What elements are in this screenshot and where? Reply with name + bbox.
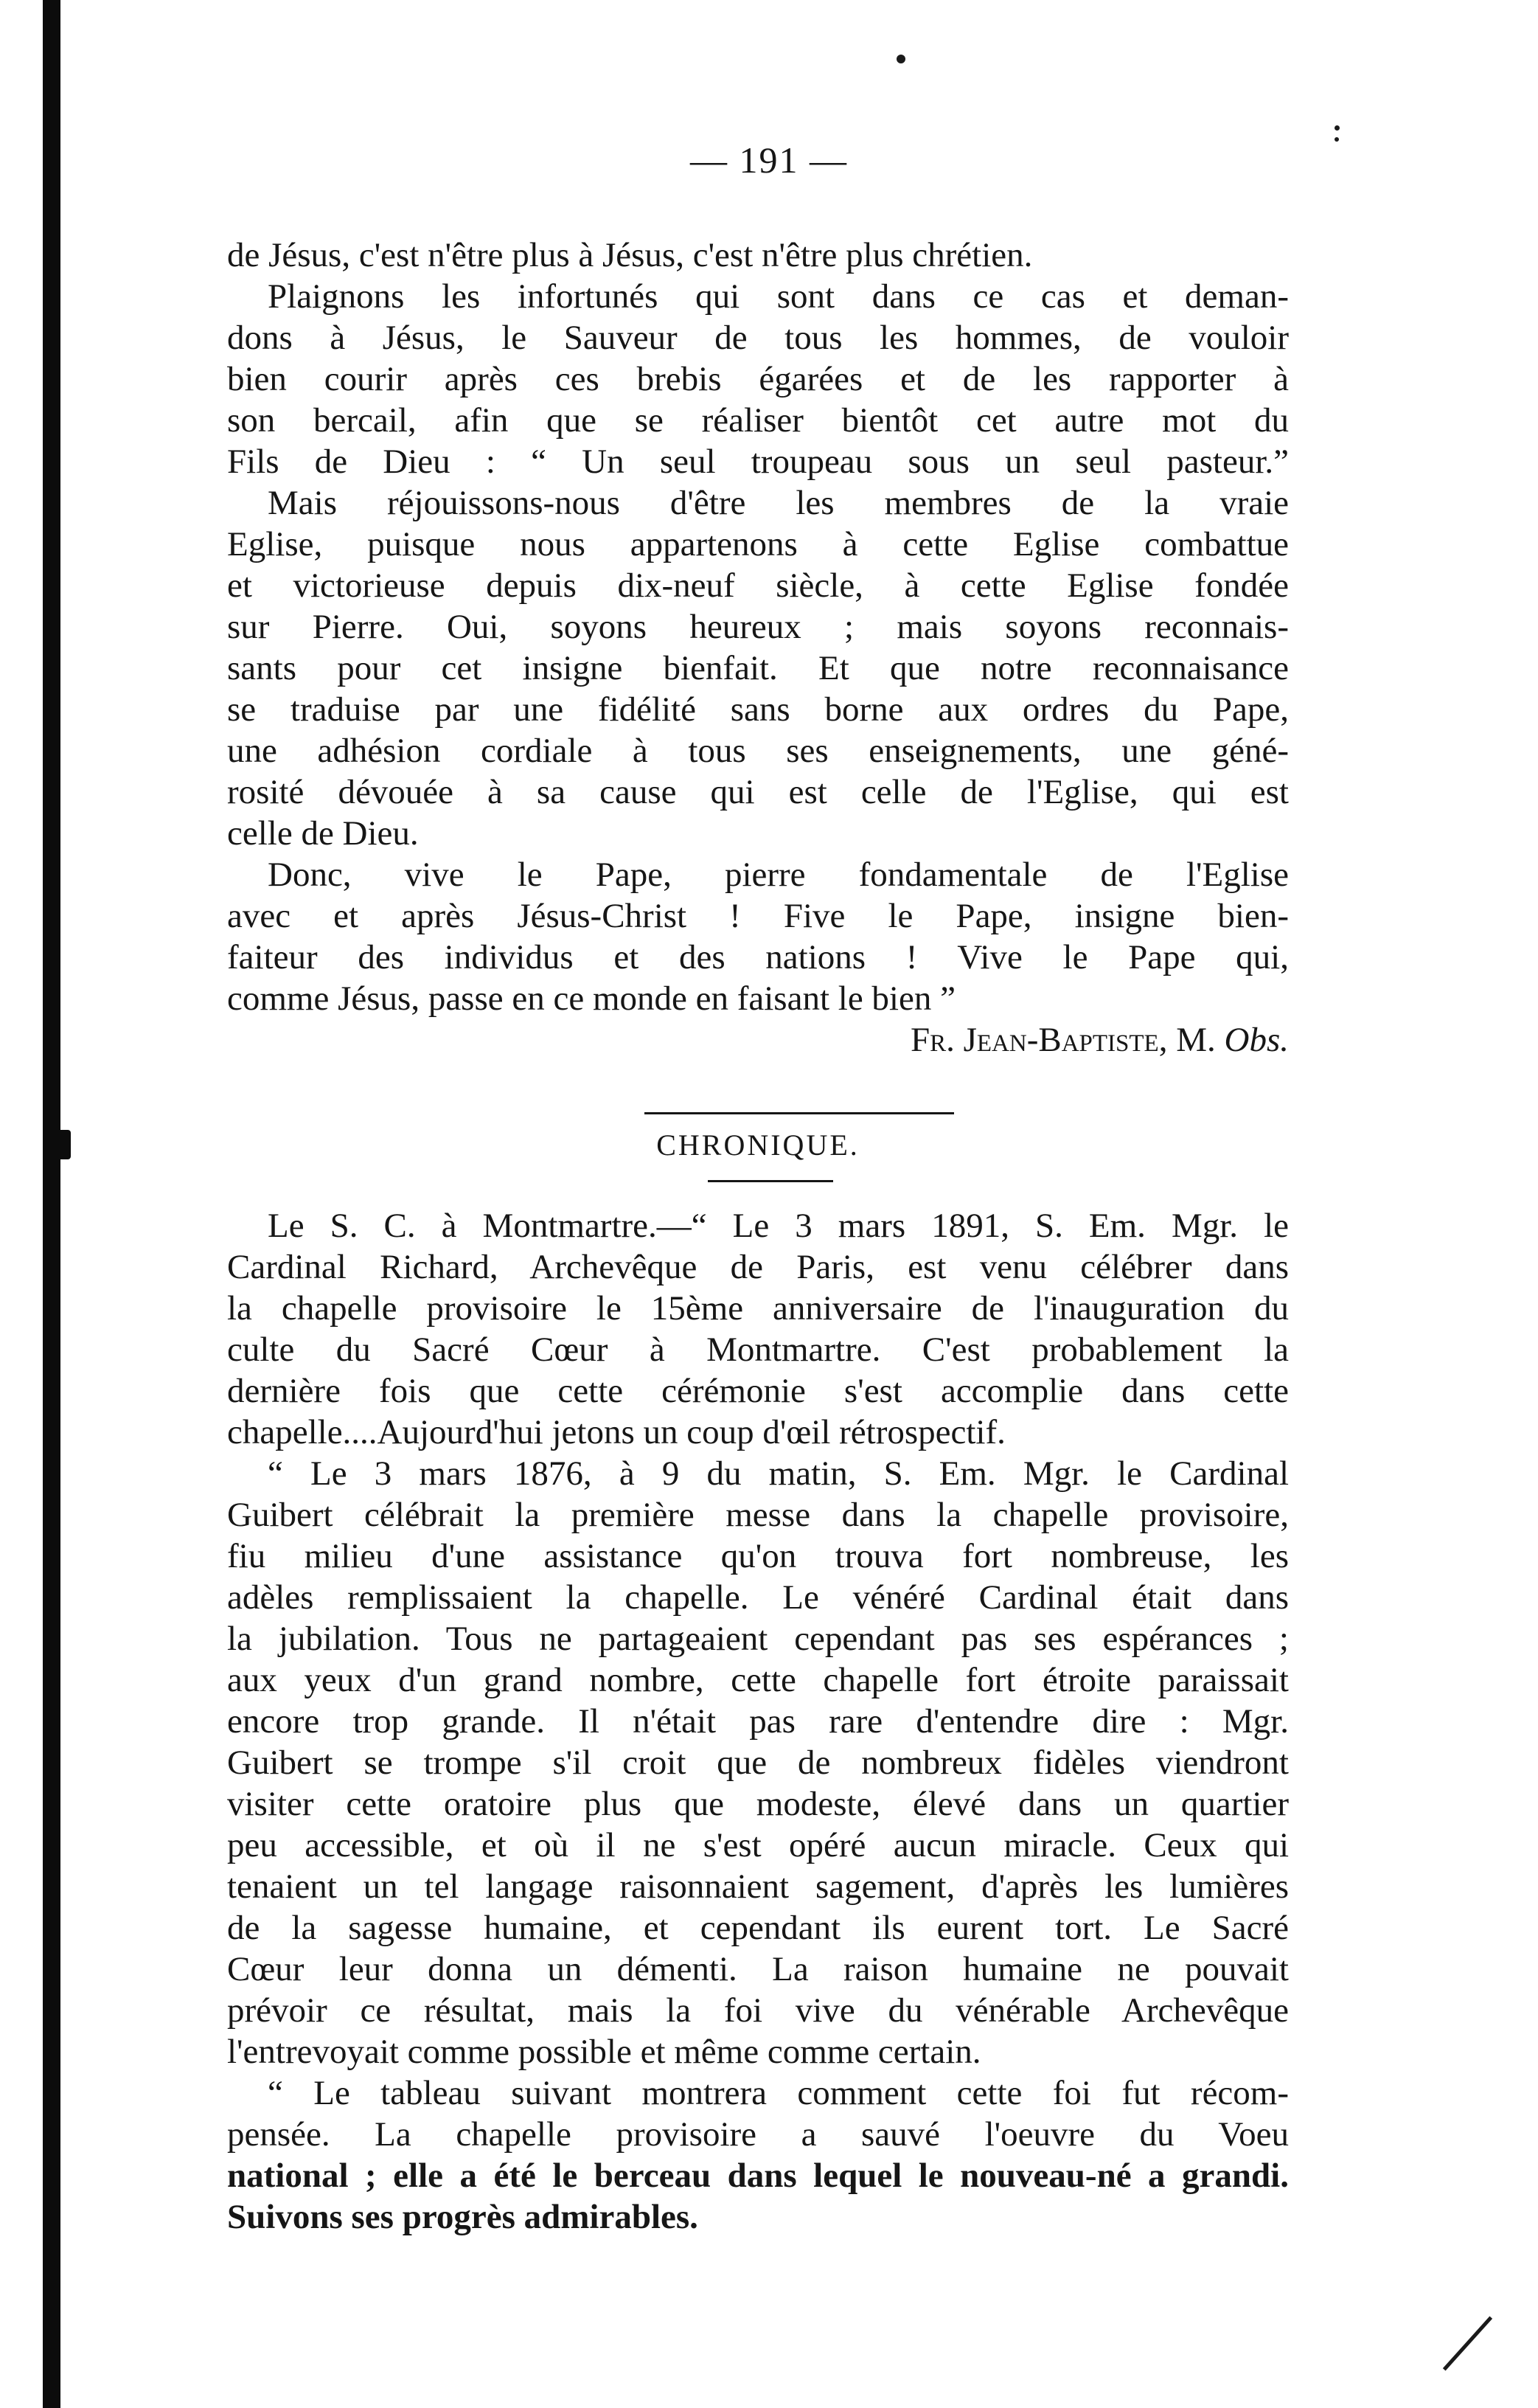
text-line: faiteur des individus et des nations ! Vive le Pape qui,: [227, 938, 1289, 976]
text-line: chapelle....Aujourd'hui jetons un coup d'œil rétrospectif.: [227, 1413, 1006, 1451]
text-line: celle de Dieu.: [227, 814, 419, 853]
text-line: rosité dévouée à sa cause qui est celle de l'Eglise, qui est: [227, 773, 1289, 811]
text-line: Fils de Dieu : “ Un seul troupeau sous un seul pasteur.”: [227, 443, 1289, 481]
paragraph: [227, 1205, 1289, 1453]
text-line: dernière fois que cette cérémonie s'est accomplie dans cette: [227, 1372, 1289, 1410]
signature-suffix: Obs.: [1224, 1021, 1289, 1059]
text-line: encore trop grande. Il n'était pas rare d'entendre dire : Mgr.: [227, 1702, 1289, 1741]
text-line: son bercail, afin que se réaliser bientôt cet autre mot du: [227, 401, 1289, 440]
text-line: visiter cette oratoire plus que modeste, élevé dans un quartier: [227, 1785, 1289, 1823]
signature-name: Fr. Jean-Baptiste, M.: [910, 1021, 1216, 1059]
chronique-text: [227, 1205, 1289, 2238]
author-signature: [227, 1019, 1289, 1061]
text-line: aux yeux d'un grand nombre, cette chapelle fort étroite paraissait: [227, 1661, 1289, 1699]
text-line: l'entrevoyait comme possible et même comme certain.: [227, 2033, 981, 2071]
text-line: Cœur leur donna un démenti. La raison humaine ne pouvait: [227, 1950, 1289, 1988]
section-heading-block: [227, 1125, 1289, 1166]
text-line: Guibert se trompe s'il croit que de nombreux fidèles viendront: [227, 1743, 1289, 1782]
article-text: [227, 235, 1289, 1061]
ink-speck: [1335, 125, 1340, 131]
text-line: de Jésus, c'est n'être plus à Jésus, c'est n'être plus chrétien.: [227, 236, 1033, 274]
text-line: national ; elle a été le berceau dans lequel le nouveau-né a grandi.: [227, 2157, 1289, 2195]
text-line: Donc, vive le Pape, pierre fondamentale de l'Eglise: [268, 856, 1289, 894]
text-line: Cardinal Richard, Archevêque de Paris, est venu célébrer dans: [227, 1248, 1289, 1286]
text-line: Le S. C. à Montmartre.—“ Le 3 mars 1891, S. Em. Mgr. le: [268, 1207, 1289, 1245]
section-title: CHRONIQUE.: [656, 1128, 860, 1162]
text-line: tenaient un tel langage raisonnaient sagement, d'après les lumières: [227, 1867, 1289, 1906]
pencil-mark: [1443, 2317, 1492, 2371]
text-line: de la sagesse humaine, et cependant ils eurent tort. Le Sacré: [227, 1909, 1289, 1947]
paragraph: [227, 854, 1289, 1019]
text-line: une adhésion cordiale à tous ses enseignements, une géné-: [227, 732, 1289, 770]
paragraph: [227, 1453, 1289, 2072]
text-line: prévoir ce résultat, mais la foi vive du vénérable Archevêque: [227, 1991, 1289, 2030]
text-line: la jubilation. Tous ne partageaient cependant pas ses espérances ;: [227, 1620, 1289, 1658]
text-line: Plaignons les infortunés qui sont dans ce cas et deman-: [268, 277, 1289, 316]
heading-underline: [708, 1180, 833, 1182]
text-line: Guibert célébrait la première messe dans la chapelle provisoire,: [227, 1496, 1289, 1534]
text-line: culte du Sacré Cœur à Montmartre. C'est probablement la: [227, 1330, 1289, 1369]
paragraph: [227, 235, 1289, 276]
text-line: et victorieuse depuis dix-neuf siècle, à cette Eglise fondée: [227, 566, 1289, 605]
section-divider: [644, 1112, 954, 1114]
text-line: dons à Jésus, le Sauveur de tous les hommes, de vouloir: [227, 319, 1289, 357]
text-line: peu accessible, et où il ne s'est opéré aucun miracle. Ceux qui: [227, 1826, 1289, 1864]
text-line: Suivons ses progrès admirables.: [227, 2198, 698, 2236]
binding-edge-notch: [59, 1130, 71, 1159]
text-line: “ Le tableau suivant montrera comment cette foi fut récom-: [268, 2074, 1289, 2112]
paragraph: [227, 276, 1289, 482]
text-line: bien courir après ces brebis égarées et de les rapporter à: [227, 360, 1289, 398]
ink-speck: [897, 55, 905, 63]
page-number: — 191 —: [690, 139, 848, 181]
text-line: Eglise, puisque nous appartenons à cette Eglise combattue: [227, 525, 1289, 563]
page-binding-edge: [43, 0, 60, 2408]
paragraph: [227, 482, 1289, 854]
text-line: sur Pierre. Oui, soyons heureux ; mais soyons reconnais-: [227, 608, 1289, 646]
text-line: avec et après Jésus-Christ ! Five le Pape, insigne bien-: [227, 897, 1289, 935]
text-line: comme Jésus, passe en ce monde en faisant le bien ”: [227, 979, 956, 1018]
text-line: Mais réjouissons-nous d'être les membres de la vraie: [268, 484, 1289, 522]
text-line: se traduise par une fidélité sans borne aux ordres du Pape,: [227, 690, 1289, 729]
text-line: “ Le 3 mars 1876, à 9 du matin, S. Em. Mgr. le Cardinal: [268, 1454, 1289, 1493]
text-line: la chapelle provisoire le 15ème anniversaire de l'inauguration du: [227, 1289, 1289, 1328]
text-line: adèles remplissaient la chapelle. Le vénéré Cardinal était dans: [227, 1578, 1289, 1617]
paragraph: [227, 2072, 1289, 2238]
text-line: sants pour cet insigne bienfait. Et que notre reconnaisance: [227, 649, 1289, 687]
text-line: pensée. La chapelle provisoire a sauvé l'oeuvre du Voeu: [227, 2115, 1289, 2154]
text-line: fiu milieu d'une assistance qu'on trouva fort nombreuse, les: [227, 1537, 1289, 1575]
